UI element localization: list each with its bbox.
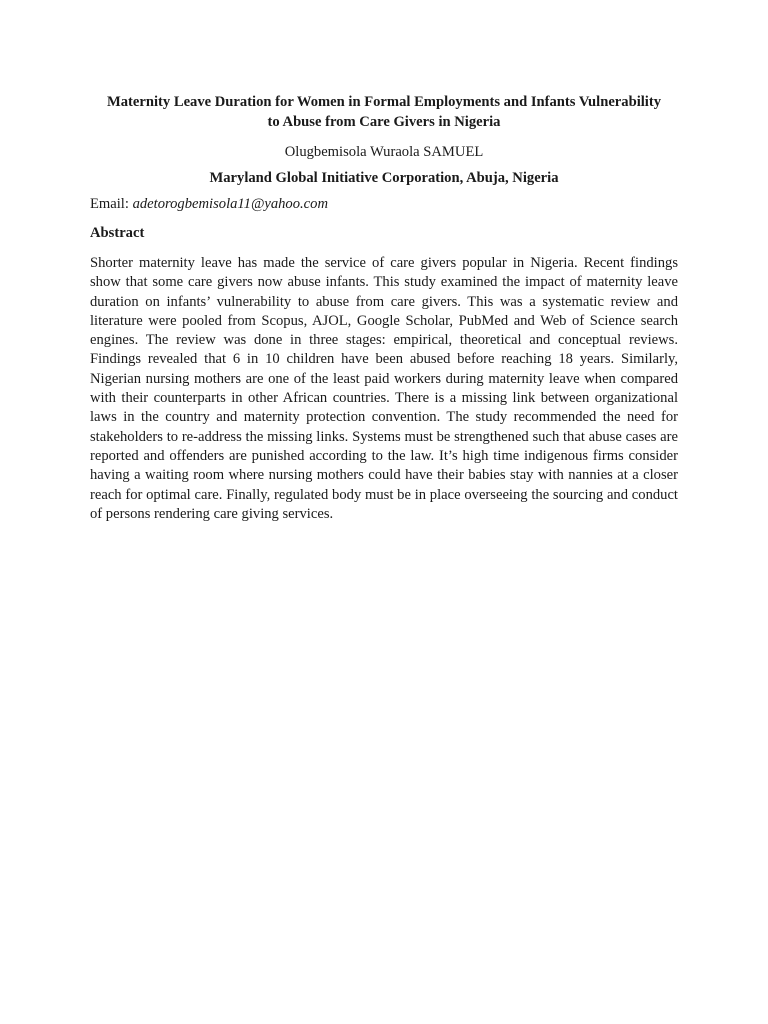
- email-line: [90, 194, 678, 214]
- abstract-body: Shorter maternity leave has made the service of care givers popular in Nigeria. Recent findings show that some care givers now abuse infants. This study examined the impact of maternity leave duration on infants’ vulnerability to abuse from care givers. This was a systematic review and literature were pooled from Scopus, AJOL, Google Scholar, PubMed and Web of Science search engines. The review was done in three stages: empirical, theoretical and conceptual reviews. Findings revealed that 6 in 10 children have been abused before reaching 18 years. Similarly, Nigerian nursing mothers are one of the least paid workers during maternity leave when compared with their counterparts in other African countries. There is a missing link between organizational laws in the country and maternity protection convention. The study recommended the need for stakeholders to re-address the missing links. Systems must be strengthened such that abuse cases are reported and offenders are punished according to the law. It’s high time indigenous firms consider having a waiting room where nursing mothers could have their babies stay with nannies at a closer reach for optimal care. Finally, regulated body must be in place overseeing the sourcing and conduct of persons rendering care giving services.: [90, 255, 678, 522]
- author-name: Olugbemisola Wuraola SAMUEL: [284, 144, 484, 160]
- paper-page: [90, 92, 678, 524]
- email-address[interactable]: adetorogbemisola11@yahoo.com: [132, 196, 328, 212]
- abstract-heading: Abstract: [90, 225, 145, 241]
- paper-title: [90, 92, 678, 132]
- email-label: Email:: [90, 196, 129, 212]
- author-affiliation: Maryland Global Initiative Corporation, Abuja, Nigeria: [209, 170, 559, 186]
- paper-title-line-1: Maternity Leave Duration for Women in Formal Employments and Infants Vulnerability: [106, 94, 662, 110]
- paper-title-line-2: to Abuse from Care Givers in Nigeria: [267, 114, 501, 130]
